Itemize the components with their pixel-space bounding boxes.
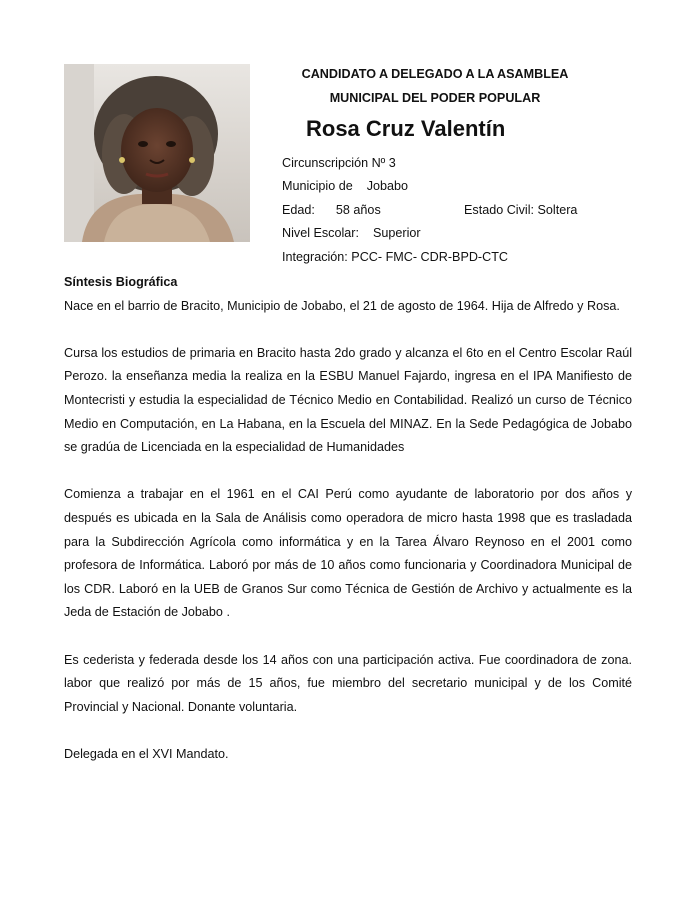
edad-label: Edad: — [282, 202, 315, 217]
portrait-image — [64, 64, 250, 242]
biography-paragraph-3: Comienza a trabajar en el 1961 en el CAI Perú como ayudante de laboratorio por dos años y después es ubicada en la Sala de Análisis como operadora de micro hasta 1998 que es trasladada para la Subdirección Agrícola como informática y en la Tarea Álvaro Reynoso en el 2001 como profesora de Informática. Laboró por más de 10 años como funcionaria y Coordinadora Municipal de los CDR. Laboró en la UEB de Granos Sur como Técnica de Gestión de Archivo y actualmente es la Jeda de Estación de Jobabo . — [64, 487, 632, 620]
biography-paragraph-2: Cursa los estudios de primaria en Bracito hasta 2do grado y alcanza el 6to en el Centro Escolar Raúl Perozo. la enseñanza media la realiza en la ESBU Manuel Fajardo, ingresa en el IPA Manifiesto de Montecristi y estudia la especialidad de Técnico Medio en Contabilidad. Realizó un curso de Técnico Medio en Computación, en La Habana, en la Escuela del MINAZ. En la Sede Pedagógica de Jobabo se gradúa de Licenciada en la especialidad de Humanidades — [64, 345, 632, 455]
candidate-details — [282, 152, 588, 269]
candidate-photo — [64, 64, 250, 242]
heading-line-1: CANDIDATO A DELEGADO A LA ASAMBLEA — [301, 67, 569, 81]
circunscripcion-text: Circunscripción Nº 3 — [282, 156, 396, 170]
biography-paragraph-4: Es cederista y federada desde los 14 años con una participación activa. Fue coordinadora de zona. labor que realizó por más de 15 años, fue miembro del secretario municipal y de los Comité Provincial y Nacional. Donante voluntaria. — [64, 652, 632, 714]
municipio-label: Municipio de — [282, 179, 353, 194]
integracion-text: Integración: PCC- FMC- CDR-BPD-CTC — [282, 249, 509, 264]
integracion-row — [282, 246, 588, 269]
biography-paragraph-5: Delegada en el XVI Mandato. — [64, 746, 229, 761]
biography-paragraph-1: Nace en el barrio de Bracito, Municipio de Jobabo, el 21 de agosto de 1964. Hija de Alfredo y Rosa. — [64, 298, 620, 313]
biography-section — [64, 271, 632, 790]
biography-title: Síntesis Biográfica — [64, 275, 178, 289]
candidate-header — [282, 62, 588, 269]
municipio-row — [282, 175, 588, 198]
heading-line-2: MUNICIPAL DEL PODER POPULAR — [329, 91, 541, 105]
nivel-escolar-row — [282, 222, 588, 245]
municipio-value: Jobabo — [366, 179, 409, 194]
nivel-escolar-value: Superior — [372, 226, 421, 241]
estado-civil-text: Estado Civil: Soltera — [464, 202, 578, 217]
circunscripcion-row — [282, 152, 588, 175]
candidate-name: Rosa Cruz Valentín — [306, 116, 506, 141]
edad-value: 58 años — [335, 202, 381, 217]
nivel-escolar-label: Nivel Escolar: — [282, 226, 359, 241]
edad-row — [282, 199, 588, 222]
